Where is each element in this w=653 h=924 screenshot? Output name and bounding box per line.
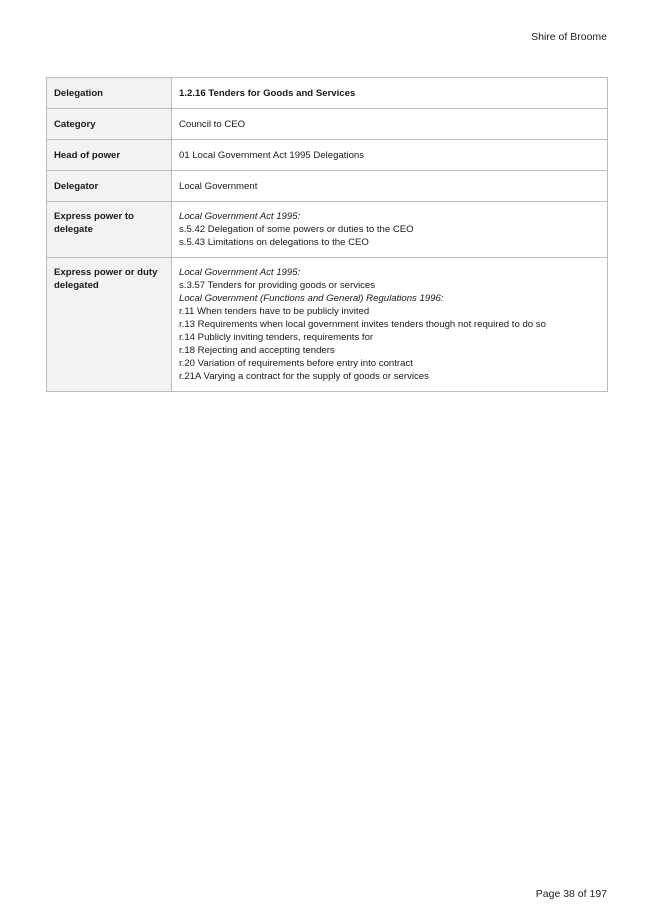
head-of-power-value: 01 Local Government Act 1995 Delegations xyxy=(172,140,608,171)
legislation-section: s.5.42 Delegation of some powers or duties to the CEO xyxy=(179,224,414,235)
legislation-section: r.11 When tenders have to be publicly invited xyxy=(179,306,370,317)
express-power-to-delegate-value xyxy=(172,202,608,258)
page-number: Page 38 of 197 xyxy=(535,888,607,900)
legislation-section: s.5.43 Limitations on delegations to the CEO xyxy=(179,237,369,248)
legislation-section: s.3.57 Tenders for providing goods or services xyxy=(179,280,376,291)
legislation-section: r.13 Requirements when local government invites tenders though not required to do so xyxy=(179,319,546,330)
row-express-power-to-delegate xyxy=(47,202,608,258)
row-express-power-delegated xyxy=(47,258,608,392)
delegator-label: Delegator xyxy=(47,171,172,202)
row-delegation xyxy=(47,78,608,109)
express-power-to-delegate-label: Express power to delegate xyxy=(47,202,172,258)
legislation-heading: Local Government (Functions and General) Regulations 1996: xyxy=(179,293,444,304)
express-power-delegated-value xyxy=(172,258,608,392)
legislation-heading: Local Government Act 1995: xyxy=(179,211,301,222)
legislation-heading: Local Government Act 1995: xyxy=(179,267,301,278)
legislation-section: r.18 Rejecting and accepting tenders xyxy=(179,345,335,356)
category-label: Category xyxy=(47,109,172,140)
delegation-value xyxy=(172,78,608,109)
category-value: Council to CEO xyxy=(172,109,608,140)
row-delegator xyxy=(47,171,608,202)
organisation-name: Shire of Broome xyxy=(531,31,607,43)
legislation-section: r.14 Publicly inviting tenders, requirements for xyxy=(179,332,374,343)
legislation-section: r.20 Variation of requirements before entry into contract xyxy=(179,358,413,369)
row-category xyxy=(47,109,608,140)
express-power-delegated-label: Express power or duty delegated xyxy=(47,258,172,392)
row-head-of-power xyxy=(47,140,608,171)
head-of-power-label: Head of power xyxy=(47,140,172,171)
delegation-table xyxy=(46,77,608,392)
delegation-title: 1.2.16 Tenders for Goods and Services xyxy=(179,88,356,99)
delegation-label: Delegation xyxy=(47,78,172,109)
delegator-value: Local Government xyxy=(172,171,608,202)
legislation-section: r.21A Varying a contract for the supply of goods or services xyxy=(179,371,429,382)
